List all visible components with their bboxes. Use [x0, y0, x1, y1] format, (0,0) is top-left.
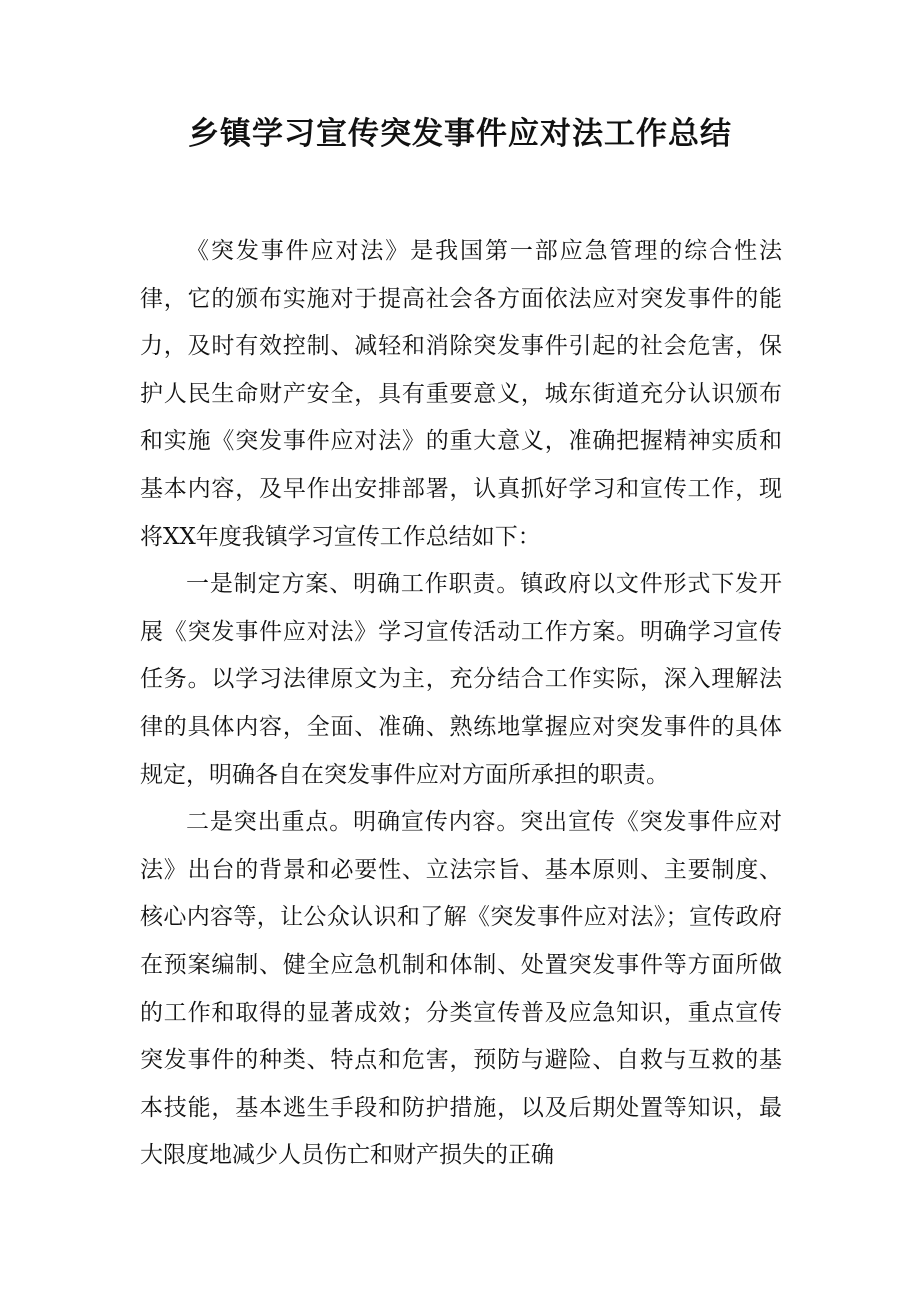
paragraph-intro: 《突发事件应对法》是我国第一部应急管理的综合性法律，它的颁布实施对于提高社会各方面依法应对突发事件的能力，及时有效控制、减轻和消除突发事件引起的社会危害，保护人民生命财产安全，具有重要意义，城东街道充分认识颁布和实施《突发事件应对法》的重大意义，准确把握精神实质和基本内容，及早作出安排部署，认真抓好学习和宣传工作，现将XX年度我镇学习宣传工作总结如下： — [140, 238, 782, 550]
paragraph-point-2: 二是突出重点。明确宣传内容。突出宣传《突发事件应对法》出台的背景和必要性、立法宗旨、基本原则、主要制度、核心内容等，让公众认识和了解《突发事件应对法》；宣传政府在预案编制、健全应急机制和体制、处置突发事件等方面所做的工作和取得的显著成效；分类宣传普及应急知识，重点宣传突发事件的种类、特点和危害，预防与避险、自救与互救的基本技能，基本逃生手段和防护措施，以及后期处置等知识，最大限度地减少人员伤亡和财产损失的正确 — [140, 809, 782, 1169]
page-title: 乡镇学习宣传突发事件应对法工作总结 — [188, 116, 732, 152]
paragraph-point-1: 一是制定方案、明确工作职责。镇政府以文件形式下发开展《突发事件应对法》学习宣传活动工作方案。明确学习宣传任务。以学习法律原文为主，充分结合工作实际，深入理解法律的具体内容，全面、准确、熟练地掌握应对突发事件的具体规定，明确各自在突发事件应对方面所承担的职责。 — [140, 571, 782, 788]
document-body — [140, 228, 782, 1180]
